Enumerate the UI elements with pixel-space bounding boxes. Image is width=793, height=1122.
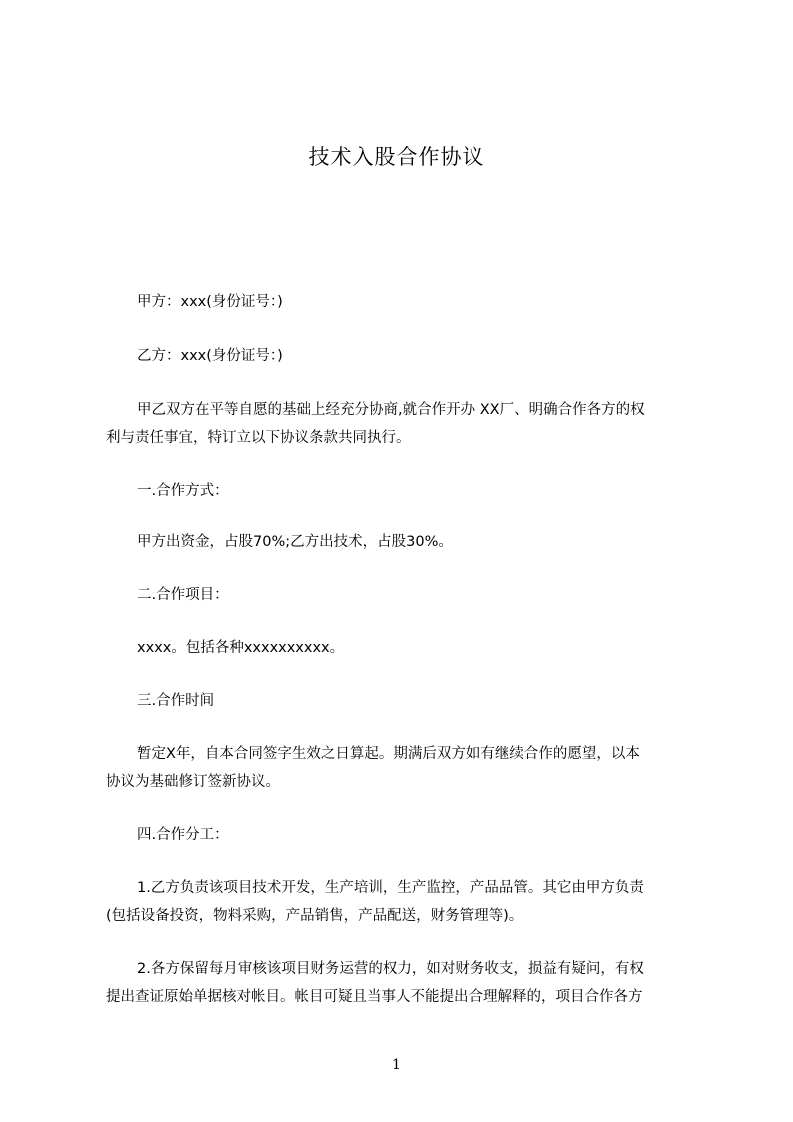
section-2-text: xxxx。包括各种xxxxxxxxxx。 — [137, 640, 345, 656]
intro-paragraph-line-1: 甲乙双方在平等自愿的基础上经充分协商,就合作开办 XX厂、明确合作各方的权 — [137, 402, 645, 418]
item-1-line-1: 1.乙方负责该项目技术开发，生产培训，生产监控，产品品管。其它由甲方负责 — [137, 880, 644, 896]
item-1-line-2: (包括设备投资，物料采购，产品销售，产品配送，财务管理等)。 — [106, 908, 524, 924]
document-title: 技术入股合作协议 — [308, 145, 485, 169]
section-3-paragraph-line-2: 协议为基础修订签新协议。 — [106, 774, 280, 790]
section-3-heading: 三.合作时间 — [137, 693, 215, 709]
page-number: 1 — [392, 1057, 401, 1073]
section-3-paragraph-line-1: 暂定X年，自本合同签字生效之日算起。期满后双方如有继续合作的愿望，以本 — [137, 746, 640, 762]
party-b-line: 乙方：xxx(身份证号：) — [137, 348, 283, 364]
section-4-heading: 四.合作分工： — [137, 827, 229, 843]
intro-paragraph-line-2: 利与责任事宜，特订立以下协议条款共同执行。 — [106, 430, 411, 446]
item-2-line-2: 提出查证原始单据核对帐目。帐目可疑且当事人不能提出合理解释的，项目合作各方 — [106, 989, 643, 1005]
item-2-line-1: 2.各方保留每月审核该项目财务运营的权力，如对财务收支，损益有疑问，有权 — [137, 961, 644, 977]
section-1-heading: 一.合作方式： — [137, 483, 229, 499]
section-1-text: 甲方出资金，占股70%;乙方出技术，占股30%。 — [137, 534, 453, 550]
party-a-line: 甲方：xxx(身份证号：) — [137, 294, 283, 310]
section-2-heading: 二.合作项目： — [137, 587, 229, 603]
